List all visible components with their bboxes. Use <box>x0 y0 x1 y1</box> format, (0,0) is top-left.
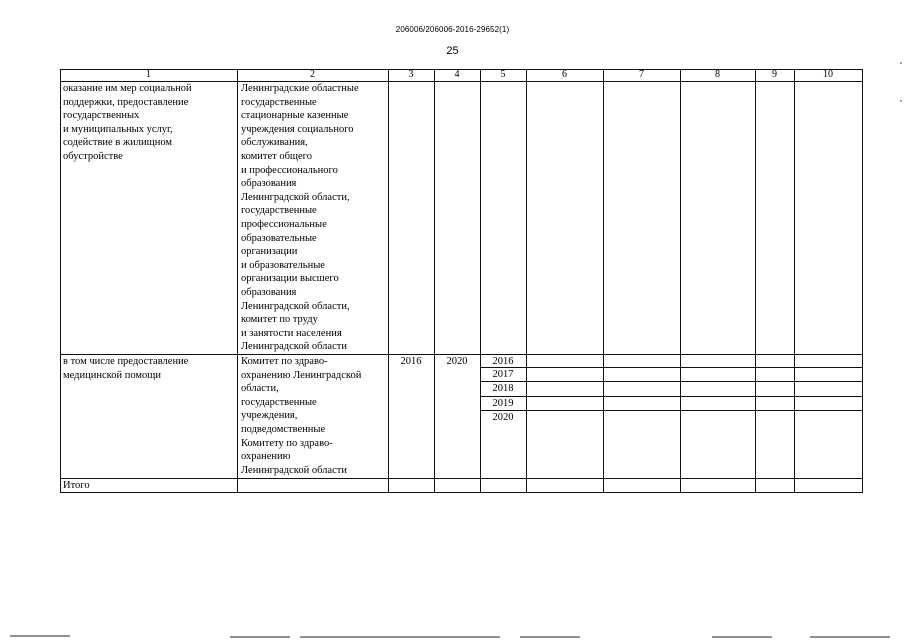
year-divider-2018 <box>480 381 863 382</box>
header-col-9: 9 <box>772 69 777 80</box>
row2-year-2019: 2019 <box>492 398 514 409</box>
col-divider-8 <box>680 69 681 493</box>
col-divider-9 <box>755 69 756 493</box>
table-border-left <box>60 69 61 493</box>
row2-end-year: 2020 <box>446 356 468 367</box>
table-border-right <box>862 69 863 493</box>
header-col-3: 3 <box>408 69 414 80</box>
col-divider-3 <box>388 69 389 493</box>
data-table <box>60 69 863 493</box>
col-divider-4 <box>434 69 435 493</box>
header-col-8: 8 <box>715 69 720 80</box>
row2-year-2018: 2018 <box>492 383 514 394</box>
row2-start-year: 2016 <box>400 356 422 367</box>
row2-year-2020: 2020 <box>492 412 514 423</box>
year-divider-2017 <box>480 367 863 368</box>
col-divider-2 <box>237 69 238 493</box>
header-col-5: 5 <box>500 69 506 80</box>
header-col-1: 1 <box>146 69 151 80</box>
year-divider-2019 <box>480 396 863 397</box>
scan-artifact <box>900 100 902 102</box>
header-col-7: 7 <box>639 69 644 80</box>
row2-year-2017: 2017 <box>492 369 514 380</box>
scan-artifact <box>10 635 70 637</box>
header-col-10: 10 <box>823 69 833 80</box>
total-row-label: Итого <box>63 480 90 491</box>
document-id: 206006/206006-2016-29652(1) <box>395 25 510 34</box>
row1-measure-text: оказание им мер социальной поддержки, предоставление государственных и муниципальных услуг, содействие в жилищном обустройстве <box>63 83 192 162</box>
col-divider-7 <box>603 69 604 493</box>
page-number: 25 <box>446 45 459 57</box>
scan-artifact <box>230 636 290 638</box>
header-col-2: 2 <box>310 69 315 80</box>
col-divider-10 <box>794 69 795 493</box>
scan-artifact <box>810 636 890 638</box>
col-divider-5 <box>480 69 481 493</box>
col-divider-6 <box>526 69 527 493</box>
scan-artifact <box>712 636 772 638</box>
row2-measure-text: в том числе предоставление медицинской помощи <box>63 356 189 381</box>
year-divider-2020 <box>480 410 863 411</box>
scan-artifact <box>900 62 902 64</box>
header-col-4: 4 <box>454 69 460 80</box>
scan-artifact <box>300 636 500 638</box>
row2-year-2016: 2016 <box>492 356 514 367</box>
row2-executor-text: Комитет по здраво- охранению Ленинградской области, государственные учреждения, подведомственные Комитету по здраво- охранению Ленинградской области <box>241 356 362 476</box>
header-col-6: 6 <box>562 69 567 80</box>
scan-artifact <box>520 636 580 638</box>
row1-executor-text: Ленинградские областные государственные стационарные казенные учреждения социального обслуживания, комитет общего и профессионального образования Ленинградской области, государственные профессиональные образовательные организации и образовательные организации высшего образования Ленинградской области, комитет по труду и занятости населения Ленинградской области <box>241 83 359 353</box>
